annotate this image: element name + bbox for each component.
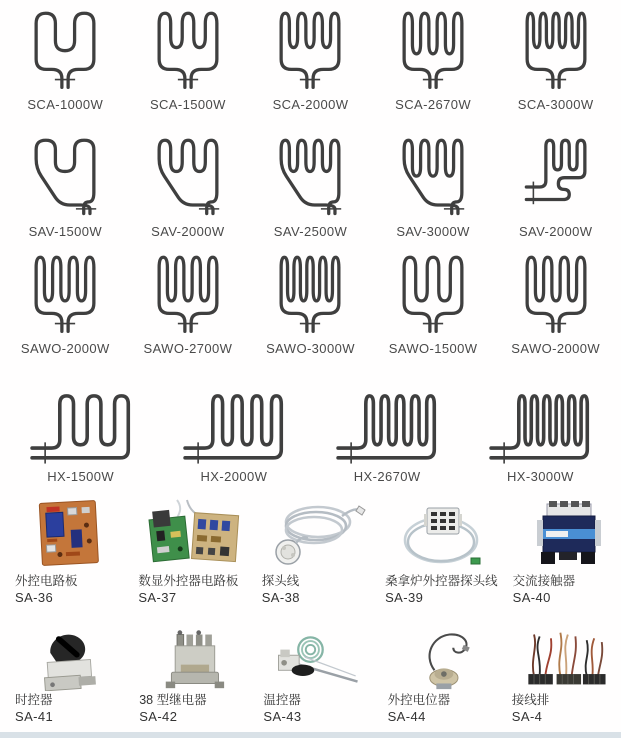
- product-name: 探头线: [261, 574, 300, 588]
- heating-element-figure: [149, 7, 227, 94]
- heater-item: [127, 118, 250, 245]
- product-code: SA-44: [387, 708, 426, 724]
- heater-row-sca: [0, 0, 621, 118]
- product-item: [0, 621, 124, 732]
- heating-element-figure: [394, 7, 472, 94]
- heater-item: [494, 0, 617, 118]
- model-label: SAWO-2000W: [511, 341, 601, 356]
- product-code: SA-36: [15, 589, 54, 605]
- heater-item: [494, 118, 617, 245]
- heating-element-figure: [28, 391, 134, 466]
- heater-item: [372, 118, 495, 245]
- terminal-strip-photo: [518, 627, 614, 691]
- product-row-1: [0, 490, 621, 621]
- model-label: SAWO-2700W: [143, 341, 233, 356]
- product-code: SA-37: [138, 589, 177, 605]
- model-label: SCA-2000W: [272, 97, 349, 112]
- product-code: SA-43: [263, 708, 302, 724]
- relay-photo: [146, 627, 242, 691]
- heater-item: [249, 0, 372, 118]
- heater-item: [127, 245, 250, 362]
- heater-item: [4, 0, 127, 118]
- model-label: HX-2670W: [353, 469, 421, 484]
- heater-item: [249, 245, 372, 362]
- heating-element-figure: [517, 251, 595, 338]
- heater-row-hx: [0, 362, 621, 490]
- heating-element-figure: [26, 7, 104, 94]
- product-name: 数显外控器电路板: [138, 574, 239, 588]
- heating-element-figure: [334, 391, 440, 466]
- product-name: 接线排: [511, 693, 550, 707]
- ac-contactor-photo: [517, 496, 617, 572]
- product-item: [0, 490, 123, 621]
- model-label: HX-3000W: [506, 469, 574, 484]
- heater-item: [4, 362, 157, 490]
- heater-item: [311, 362, 464, 490]
- product-code: SA-41: [15, 708, 54, 724]
- product-item: [124, 621, 248, 732]
- heater-item: [249, 118, 372, 245]
- heater-item: [127, 0, 250, 118]
- heating-element-figure: [487, 391, 593, 466]
- sauna-probe-wire-photo: [391, 496, 491, 572]
- model-label: HX-2000W: [200, 469, 268, 484]
- heater-row-sav: [0, 118, 621, 245]
- potentiometer-photo: [394, 627, 490, 691]
- model-label: HX-1500W: [47, 469, 115, 484]
- heating-element-figure: [271, 251, 349, 338]
- product-code: SA-42: [139, 708, 178, 724]
- bottom-strip: [0, 732, 621, 738]
- heating-element-figure: [517, 134, 595, 221]
- heater-item: [4, 245, 127, 362]
- heater-item: [372, 0, 495, 118]
- heating-element-figure: [26, 134, 104, 221]
- heating-element-figure: [149, 134, 227, 221]
- product-name: 交流接触器: [512, 574, 576, 588]
- product-item: [248, 621, 372, 732]
- model-label: SAV-2500W: [273, 224, 348, 239]
- heating-element-figure: [394, 251, 472, 338]
- heater-item: [494, 245, 617, 362]
- model-label: SAWO-3000W: [266, 341, 355, 356]
- heater-item: [372, 245, 495, 362]
- heater-item: [157, 362, 310, 490]
- heating-element-figure: [394, 134, 472, 221]
- product-code: SA-39: [385, 589, 424, 605]
- product-name: 温控器: [263, 693, 301, 707]
- heater-item: [4, 118, 127, 245]
- timer-photo: [22, 627, 118, 691]
- product-code: SA-38: [261, 589, 300, 605]
- model-label: SAV-2000W: [518, 224, 593, 239]
- heating-element-figure: [26, 251, 104, 338]
- product-item: [498, 490, 621, 621]
- product-name: 外控电位器: [387, 693, 451, 707]
- digital-board-photo: [143, 496, 243, 572]
- product-item: [247, 490, 370, 621]
- model-label: SAV-2000W: [151, 224, 225, 239]
- model-label: SAV-3000W: [396, 224, 470, 239]
- product-item: [123, 490, 246, 621]
- model-label: SCA-1500W: [149, 97, 226, 112]
- heater-item: [464, 362, 617, 490]
- probe-wire-photo: [266, 496, 366, 572]
- heating-element-figure: [149, 251, 227, 338]
- product-name: 桑拿炉外控器探头线: [385, 574, 498, 588]
- model-label: SAV-1500W: [28, 224, 103, 239]
- control-board-photo: [19, 496, 119, 572]
- accessories-section: [0, 490, 621, 732]
- model-label: SCA-2670W: [395, 97, 472, 112]
- thermostat-photo: [270, 627, 366, 691]
- product-item: [373, 621, 497, 732]
- product-row-2: [0, 621, 621, 732]
- model-label: SAWO-1500W: [388, 341, 478, 356]
- model-label: SAWO-2000W: [20, 341, 110, 356]
- product-name: 38 型继电器: [139, 693, 207, 707]
- product-name: 时控器: [15, 693, 53, 707]
- model-label: SCA-3000W: [517, 97, 594, 112]
- heating-element-figure: [271, 134, 349, 221]
- product-name: 外控电路板: [15, 574, 78, 588]
- heating-element-figure: [181, 391, 287, 466]
- heater-row-sawo: [0, 245, 621, 362]
- product-code: SA-40: [512, 589, 551, 605]
- model-label: SCA-1000W: [27, 97, 104, 112]
- product-code: SA-4: [511, 708, 543, 724]
- product-item: [497, 621, 621, 732]
- heating-element-figure: [271, 7, 349, 94]
- product-item: [370, 490, 498, 621]
- heating-element-figure: [517, 7, 595, 94]
